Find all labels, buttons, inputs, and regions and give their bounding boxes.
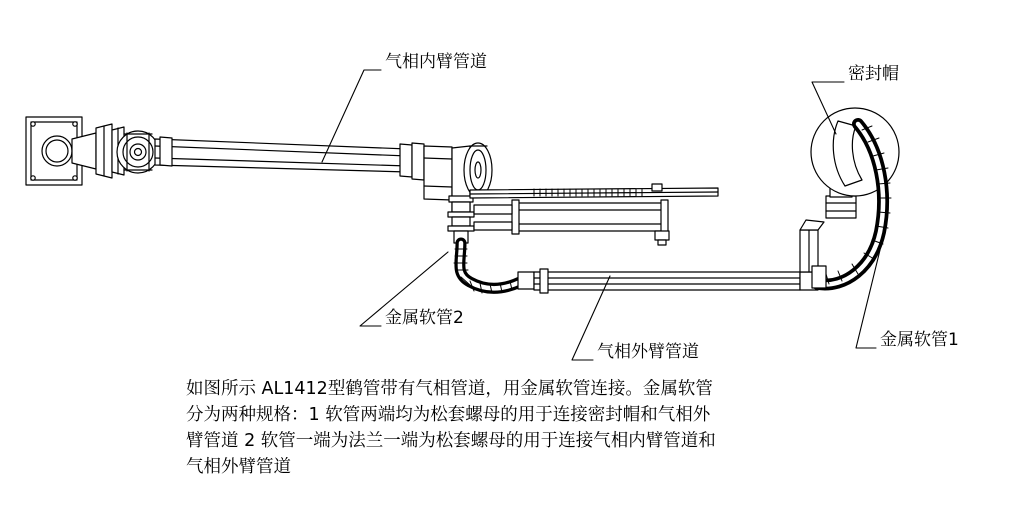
caption-line-3: 臂管道 2 软管一端为法兰一端为松套螺母的用于连接气相内臂管道和	[186, 431, 716, 451]
gas-inner-arm-pipe-body	[155, 137, 424, 180]
outer-arm-upper-structure	[470, 184, 718, 245]
metal-hose-2-body	[454, 243, 534, 293]
callout-gas-inner-arm-pipe: 气相内臂管道	[385, 52, 487, 72]
caption-line-4: 气相外臂管道	[186, 457, 291, 477]
callout-seal-cap: 密封帽	[848, 64, 899, 84]
callout-metal-hose-2: 金属软管2	[385, 308, 464, 328]
gas-outer-arm-pipe-body	[534, 269, 818, 293]
callout-metal-hose-1: 金属软管1	[880, 330, 959, 350]
inner-arm-lower-flange-stack	[448, 196, 474, 243]
left-swivel-joint	[72, 124, 159, 178]
caption-line-1: 如图所示 AL1412型鹤管带有气相管道，用金属软管连接。金属软管	[186, 379, 713, 399]
callout-gas-outer-arm-pipe: 气相外臂管道	[597, 342, 699, 362]
right-riser	[800, 188, 856, 272]
caption-line-2: 分为两种规格：1 软管两端均为松套螺母的用于连接密封帽和气相外	[186, 405, 711, 425]
